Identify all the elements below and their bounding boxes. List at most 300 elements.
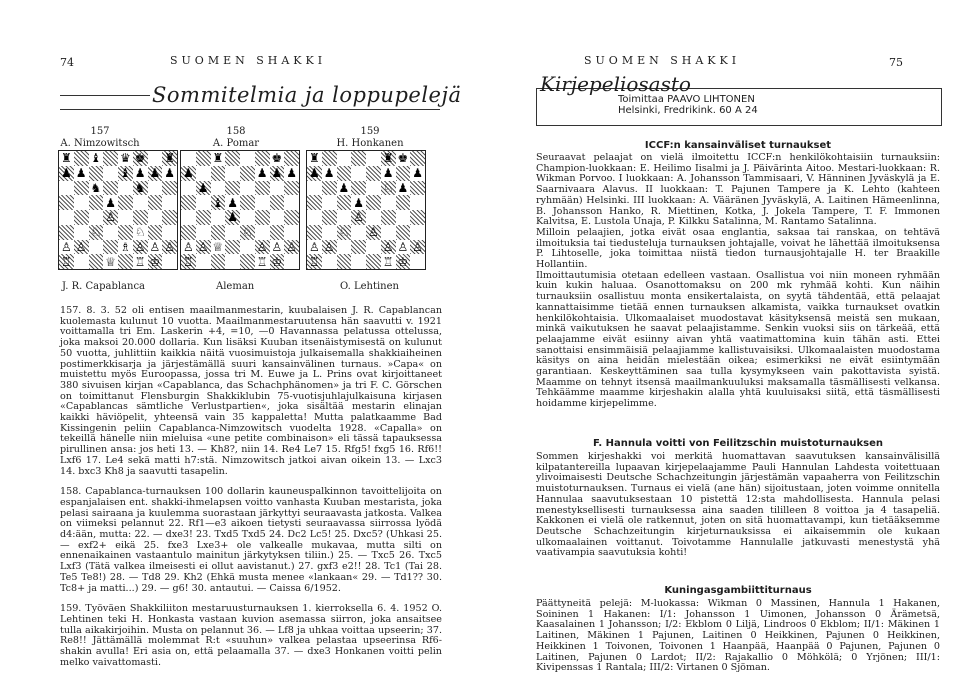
chess-piece-icon: ♝	[90, 151, 102, 166]
board-square	[196, 195, 211, 210]
board-square	[381, 166, 396, 181]
chess-piece-icon: ♜	[60, 151, 72, 166]
board-square	[74, 240, 89, 255]
board-square	[396, 195, 411, 210]
board-square	[381, 240, 396, 255]
board-square	[211, 181, 226, 196]
board-square	[181, 254, 196, 269]
board-square	[337, 195, 352, 210]
problem-158-header	[166, 126, 306, 150]
board-square	[133, 210, 148, 225]
chess-piece-icon: ♟	[182, 166, 194, 181]
board-square	[255, 151, 270, 166]
chess-piece-icon: ♚	[397, 151, 409, 166]
board-square	[307, 166, 322, 181]
board-square	[211, 151, 226, 166]
board-square	[270, 210, 285, 225]
board-square	[396, 225, 411, 240]
board-square	[181, 151, 196, 166]
chess-piece-icon: ♘	[134, 225, 146, 240]
chess-piece-icon: ♜	[382, 151, 394, 166]
chess-piece-icon: ♟	[323, 166, 335, 181]
editor-address: Helsinki, Fredrikink. 60 A 24	[618, 105, 758, 116]
board-square	[118, 181, 133, 196]
chess-piece-icon: ♟	[412, 166, 423, 181]
board-square	[181, 240, 196, 255]
board-square	[133, 151, 148, 166]
iccf-paragraph-3: Ilmoittautumisia otetaan edelleen vastaan. Osallistua voi niin moneen ryhmään kuin kukin haluaa. Osanottomaksu on 200 mk ryhmää kohti. Kun näihin turnauksiin osallistuu monta ensikertalaista, on syytä tähdentää, että pelaajat kannattaisimme tietää ennen turnauksen alkamista, vaikka turnaukset ovatkin henkilökohtaisia. Ulkomaalaiset muodostavat käsityksensä meistä sen mukaan, minkä vaikutuksen he saavat pelaajistamme. Senkin vuoksi siis on tärkeää, että pelaajamme eivät esiinny aivan yhtä vaatimattomina kuin tähän asti. Ettei sanottaisi ensimmäisiä pelaajiamme kallistuvaisiksi. Ulkomaalaisten muodostama käsitys on aina heidän mielestään oikea; esimerkiksi ne eivät esiintymään garantiaan. Keskeyttäminen saa tulla kysymykseen vain pakottavista syistä. Maamme on tehnyt itsensä maailmankuuluksi maksamalla täsmällisesti velkansa. Tehkäämme maamme kirjeshakin alalla yhtä kuuluisaksi siitä, että täsmällisesti hoidamme kirjepelimme.	[536, 269, 940, 410]
board-square	[351, 181, 366, 196]
chess-piece-icon: ♖	[308, 254, 320, 269]
board-square	[74, 225, 89, 240]
board-square	[381, 181, 396, 196]
board-square	[270, 240, 285, 255]
board-square	[240, 254, 255, 269]
board-square	[410, 195, 425, 210]
board-square	[351, 195, 366, 210]
chess-piece-icon: ♖	[60, 254, 72, 269]
board-square	[322, 181, 337, 196]
chess-piece-icon: ♟	[227, 195, 238, 210]
board-square	[103, 240, 118, 255]
board-square	[74, 166, 89, 181]
board-square	[74, 195, 89, 210]
board-square	[307, 151, 322, 166]
board-square	[270, 195, 285, 210]
board-square	[103, 254, 118, 269]
board-square	[255, 181, 270, 196]
board-square	[162, 195, 177, 210]
board-square	[162, 151, 177, 166]
board-square	[366, 195, 381, 210]
board-square	[284, 225, 299, 240]
board-square	[396, 181, 411, 196]
problem-159-header	[300, 126, 440, 150]
chess-piece-icon: ♙	[256, 239, 268, 254]
problem-number: 157	[90, 126, 110, 137]
board-square	[148, 181, 163, 196]
chess-piece-icon: ♝	[119, 166, 131, 181]
board-square	[89, 240, 104, 255]
section-title: Kirjepeliosasto	[540, 72, 691, 96]
editor-name: Toimittaa PAAVO LIHTONEN	[618, 94, 755, 105]
board-square	[351, 210, 366, 225]
board-square	[255, 240, 270, 255]
board-square	[89, 254, 104, 269]
board-square	[410, 151, 425, 166]
chess-piece-icon: ♔	[149, 254, 161, 269]
board-square	[351, 151, 366, 166]
chess-piece-icon: ♟	[60, 166, 72, 181]
board-square	[118, 225, 133, 240]
chess-diagram-157	[58, 150, 178, 270]
chess-piece-icon: ♟	[256, 166, 268, 181]
board-square	[196, 210, 211, 225]
right-page	[484, 0, 960, 688]
chess-piece-icon: ♟	[308, 166, 320, 181]
board-square	[196, 166, 211, 181]
chess-piece-icon: ♙	[164, 239, 175, 254]
chess-piece-icon: ♜	[164, 151, 175, 166]
board-square	[196, 240, 211, 255]
board-square	[211, 195, 226, 210]
board-square	[225, 195, 240, 210]
board-square	[225, 181, 240, 196]
chess-piece-icon: ♔	[271, 254, 283, 269]
board-square	[270, 254, 285, 269]
commentary-157: 157. 8. 3. 52 oli entisen maailmanmestarin, kuubalaisen J. R. Capablancan kuolemasta kulunut 10 vuotta. Maailmanmestaruutensa hän saavutti v. 1921 voittamalla tri Em. Laskerin +4, =10, —0 Havannassa pelatussa ottelussa, joka maksoi 20.000 dollaria. Kun lisäksi Kuuban itsenäistymisestä on kulunut 50 vuotta, juhlittiin kaikkia näitä vuosimuistoja julkaisemalla shakkiaiheinen postimerkkisarja ja järjestämällä suuri kansainvälinen turnaus. »Capa« on muistettu myös Euroopassa, jossa tri M. Euwe ja L. Prins ovat kirjoittaneet 380 sivuisen kirjan «Capablanca, das Schachphänomen» ja tri F. C. Görschen on toimittanut Flensburgin Shakkiklubin 75-vuotisjuhlajulkaisuna kirjasen «Capablancas sämtliche Verlustpartien«, joka sisältää mestarin elinajan kaikki häviöpelit, yhteensä vain 35 kappaletta! Mutta palatkaamme Bad Kissingenin peliin Capablanca-Nimzowitsch vuodelta 1928. «Capalla» on tekeillä hänelle niin mieluisa «une petite combinaison» eli tässä tapauksessa pirullinen ansa: jos heti 13. — Kh8?, niin 14. Re4 Le7 15. Rfg5! fxg5 16. Rf6!! Lxf6 17. Le4 sekä matti h7:stä. Nimzowitsch jatkoi aivan oikein 13. — Lxc3 14. bxc3 Kh8 ja saavutti tasapelin.	[60, 305, 442, 477]
board-square	[118, 151, 133, 166]
chess-piece-icon: ♙	[367, 225, 379, 240]
chess-piece-icon: ♙	[397, 239, 409, 254]
article-body-right-3	[536, 599, 940, 674]
iccf-paragraph-1: Seuraavat pelaajat on vielä ilmoitettu ICCF:n henkilökohtaisiin turnauksiin: Champion-luokkaan: E. Heilimo Iisalmi ja J. Päivärinta Aitoo. Mestari-luokkaan: R. Wikman Porvoo. I luokkaan: A. Johansson Tammisaari, V. Hänninen Jyväskylä ja E. Saarnivaara Alavus. II luokkaan: T. Pajunen Tampere ja K. Lehto (kahteen ryhmään) Helsinki. III luokkaan: A. Vääränen Jyväskylä, A. Laitinen Hämeenlinna, B. Johansson Hanko, R. Miettinen, Kotka, J. Jokela Tampere, T. F. Immonen Kalvitsa, E. Lustola Unaja, P. Kilkku Satalinna, M. Rantamo Satalinna.	[536, 152, 940, 228]
board-square	[59, 195, 74, 210]
board-square	[322, 225, 337, 240]
page-number: 75	[889, 56, 903, 69]
article-body-right-1	[536, 153, 940, 410]
iccf-paragraph-2: Milloin pelaajien, jotka eivät osaa englantia, saksaa tai ranskaa, on tehtävä ilmoituksia tai tiedusteluja turnauksen johtajalle, voivat he lähettää ilmoituksensa P. Lihtoselle, joka toimittaa niistä tiedon turnausjohtajalle H. ter Braakille Hollantiin.	[536, 226, 940, 271]
board-square	[240, 210, 255, 225]
board-square	[366, 225, 381, 240]
chess-piece-icon: ♟	[338, 180, 350, 195]
board-square	[162, 210, 177, 225]
page-number: 74	[60, 56, 74, 69]
board-square	[396, 240, 411, 255]
board-square	[211, 166, 226, 181]
board-square	[270, 166, 285, 181]
problem-number: 158	[226, 126, 246, 137]
chess-piece-icon: ♕	[212, 239, 224, 254]
board-square	[133, 240, 148, 255]
board-square	[148, 210, 163, 225]
chess-piece-icon: ♚	[134, 151, 146, 166]
board-square	[225, 210, 240, 225]
diagram-caption: O. Lehtinen	[340, 281, 399, 292]
chess-piece-icon: ♞	[134, 180, 146, 195]
board-square	[284, 195, 299, 210]
board-square	[211, 225, 226, 240]
board-square	[396, 166, 411, 181]
chess-piece-icon: ♙	[382, 239, 394, 254]
board-square	[181, 181, 196, 196]
board-square	[366, 210, 381, 225]
heading-hannula: F. Hannula voitti von Feilitzschin muistoturnauksen	[592, 438, 884, 449]
board-square	[284, 210, 299, 225]
board-square	[133, 181, 148, 196]
board-square	[410, 166, 425, 181]
board-square	[337, 151, 352, 166]
board-square	[307, 225, 322, 240]
chess-piece-icon: ♙	[134, 239, 146, 254]
board-square	[284, 181, 299, 196]
chess-piece-icon: ♚	[271, 151, 283, 166]
board-square	[337, 166, 352, 181]
board-square	[148, 166, 163, 181]
board-square	[59, 225, 74, 240]
board-square	[307, 240, 322, 255]
board-square	[196, 181, 211, 196]
board-square	[240, 166, 255, 181]
board-square	[366, 181, 381, 196]
board-square	[148, 254, 163, 269]
running-head: SUOMEN SHAKKI	[584, 54, 741, 67]
problem-author: A. Nimzowitsch	[60, 138, 140, 149]
board-square	[59, 166, 74, 181]
chess-piece-icon: ♙	[105, 210, 116, 225]
board-square	[211, 210, 226, 225]
board-square	[270, 151, 285, 166]
board-square	[74, 181, 89, 196]
board-square	[240, 151, 255, 166]
chess-piece-icon: ♟	[197, 180, 209, 195]
board-square	[89, 210, 104, 225]
board-square	[381, 254, 396, 269]
board-square	[410, 181, 425, 196]
chess-piece-icon: ♘	[382, 180, 394, 195]
board-square	[307, 254, 322, 269]
board-square	[181, 166, 196, 181]
board-square	[351, 254, 366, 269]
chess-piece-icon: ♙	[271, 239, 283, 254]
board-square	[240, 240, 255, 255]
chess-piece-icon: ♟	[382, 166, 394, 181]
chess-piece-icon: ♟	[105, 195, 116, 210]
board-square	[181, 210, 196, 225]
board-square	[74, 210, 89, 225]
board-square	[103, 210, 118, 225]
board-square	[322, 240, 337, 255]
board-square	[59, 151, 74, 166]
section-rule-left	[60, 95, 150, 96]
heading-kuningasgambiitti: Kuningasgambiittiturnaus	[664, 585, 812, 596]
board-square	[74, 254, 89, 269]
chess-piece-icon: ♘	[90, 225, 102, 240]
problem-number: 159	[360, 126, 380, 137]
board-square	[148, 240, 163, 255]
chess-diagram-159	[306, 150, 426, 270]
board-square	[322, 210, 337, 225]
board-square	[410, 225, 425, 240]
board-square	[307, 195, 322, 210]
board-square	[59, 240, 74, 255]
chess-piece-icon: ♟	[164, 166, 175, 181]
board-square	[284, 166, 299, 181]
heading-iccf: ICCF:n kansainväliset turnaukset	[644, 140, 832, 151]
board-square	[59, 210, 74, 225]
board-square	[270, 181, 285, 196]
board-square	[240, 181, 255, 196]
board-square	[284, 254, 299, 269]
section-rule-bottom	[60, 109, 440, 110]
board-square	[366, 166, 381, 181]
board-square	[351, 225, 366, 240]
chess-piece-icon: ♖	[134, 254, 146, 269]
chess-piece-icon: ♙	[182, 239, 194, 254]
board-square	[322, 151, 337, 166]
board-square	[351, 166, 366, 181]
board-square	[118, 254, 133, 269]
board-square	[284, 151, 299, 166]
diagram-caption: Aleman	[216, 281, 255, 292]
board-square	[240, 225, 255, 240]
board-square	[211, 240, 226, 255]
board-square	[89, 181, 104, 196]
board-square	[225, 151, 240, 166]
board-square	[410, 240, 425, 255]
board-square	[337, 181, 352, 196]
chess-piece-icon: ♟	[286, 166, 297, 181]
problem-author: H. Honkanen	[336, 138, 404, 149]
board-square	[255, 254, 270, 269]
board-square	[396, 151, 411, 166]
chess-piece-icon: ♛	[119, 151, 131, 166]
chess-piece-icon: ♘	[338, 225, 350, 240]
chess-piece-icon: ♞	[90, 180, 102, 195]
commentary-159: 159. Työväen Shakkiliiton mestaruusturnauksen 1. kierroksella 6. 4. 1952 O. Lehtinen teki H. Honkasta vastaan kuvion asemassa siirron, joka ansaitsee tulla aikakirjoihin. Musta on pelannut 36. — Lf8 ja uhkaa voittaa upseerin; 37. Re8!! Jättämällä molemmat R:t «suuhun» valkea pelastaa upseerinsa Rf6-shakin avulla! Eri asia on, että pelaamalla 37. — dxe3 Honkanen voitti pelin melko vaivattomasti.	[60, 603, 442, 668]
chess-piece-icon: ♙	[412, 239, 423, 254]
board-square	[337, 225, 352, 240]
board-square	[211, 254, 226, 269]
board-square	[322, 166, 337, 181]
board-square	[381, 225, 396, 240]
board-square	[381, 195, 396, 210]
results-paragraph: Päättyneitä pelejä: M-luokassa: Wikman 0 Massinen, Hannula 1 Hakanen, Soininen 1 Hakanen: I/1: Johansson 1 Uimonen, Johansson 0 Ärämetsä, Kaasalainen 1 Johansson; I/2: Ekblom 0 Liljä, Lindroos 0 Ekblom; II/1: Mäkinen 1 Laitinen, Mäkinen 1 Pajunen, Laitinen 0 Heikkinen, Pajunen 0 Heikkinen, Heikkinen 1 Toivonen, Toivonen 1 Haanpää, Haanpää 0 Pajunen, Pajunen 0 Laitinen, Pajunen 0 Lardot; II/2: Rajakallio 0 Möhkölä; 0 Yrjönen; III/1: Kivipenssas 1 Rantala; III/2: Virtanen 0 Sjöman.	[536, 598, 940, 674]
chess-piece-icon: ♜	[212, 151, 224, 166]
chess-piece-icon: ♙	[75, 239, 87, 254]
board-square	[181, 225, 196, 240]
chess-piece-icon: ♟	[134, 166, 146, 181]
chess-piece-icon: ♗	[119, 239, 131, 254]
chess-piece-icon: ♖	[256, 254, 268, 269]
board-square	[410, 254, 425, 269]
board-square	[181, 195, 196, 210]
board-square	[270, 225, 285, 240]
board-square	[255, 195, 270, 210]
board-square	[322, 195, 337, 210]
chess-piece-icon: ♙	[60, 239, 72, 254]
section-title: Sommitelmia ja loppupelejä	[152, 83, 462, 107]
board-square	[196, 254, 211, 269]
chess-piece-icon: ♙	[353, 210, 364, 225]
board-square	[89, 225, 104, 240]
chess-piece-icon: ♟	[397, 180, 409, 195]
board-square	[162, 254, 177, 269]
chess-piece-icon: ♟	[353, 195, 364, 210]
article-body-left	[60, 306, 442, 669]
board-square	[133, 195, 148, 210]
chess-piece-icon: ♙	[149, 239, 161, 254]
board-square	[148, 195, 163, 210]
chess-piece-icon: ♝	[212, 195, 224, 210]
board-square	[59, 254, 74, 269]
commentary-158: 158. Capablanca-turnauksen 100 dollarin kauneuspalkinnon tavoittelijoita on espanjalaisen ent. shakki-ihmelapsen voitto vanhasta Kuuban mestarista, joka pelasi sairaana ja kuulemma suorastaan järkyttyi seuraavasta jatkosta. Valkea on viimeksi pelannut 22. Rf1—e3 aikoen tietysti seuraavassa siirrossa lyödä d4:ään, mutta: 22. — dxe3! 23. Txd5 Txd5 24. Dc2 Lc5! 25. Dxc5? (Uhkasi 25. — exf2+ eikä 25. fxe3 Lxe3+ ole valkealle mukavaa, mutta silti on ennenaikainen vastaantulo mainitun järkytyksen tiliin.) 25. — Txc5 26. Txc5 Lxf3 (Tätä valkea ilmeisesti ei ollut aavistanut.) 27. gxf3 e2!! 28. Tc1 (Tai 28. Te5 Te8!) 28. — Td8 29. Kh2 (Ehkä musta menee «lankaan« 29. — Td1?? 30. Tc8+ ja matti...) 29. — g6! 30. antautui. — Caissa 6/1952.	[60, 486, 442, 594]
board-square	[396, 254, 411, 269]
board-square	[366, 254, 381, 269]
board-square	[366, 240, 381, 255]
board-square	[322, 254, 337, 269]
board-square	[103, 166, 118, 181]
chess-piece-icon: ♜	[308, 151, 320, 166]
board-square	[366, 151, 381, 166]
board-square	[381, 151, 396, 166]
board-square	[225, 166, 240, 181]
board-square	[307, 181, 322, 196]
chess-piece-icon: ♙	[286, 239, 297, 254]
board-square	[148, 151, 163, 166]
board-square	[133, 166, 148, 181]
chess-piece-icon: ♟	[271, 166, 283, 181]
board-square	[337, 254, 352, 269]
board-square	[162, 181, 177, 196]
board-square	[118, 195, 133, 210]
board-square	[59, 181, 74, 196]
board-square	[240, 195, 255, 210]
chess-piece-icon: ♙	[323, 239, 335, 254]
board-square	[74, 151, 89, 166]
board-square	[148, 225, 163, 240]
diagram-caption: J. R. Capablanca	[62, 281, 146, 292]
hannula-paragraph: Sommen kirjeshakki voi merkitä huomattavan saavutuksen kansainvälisillä kilpatantereilla lupaavan kirjepelaajamme Pauli Hannulan Lahdesta voitettuaan ylivoimaisesti Deutsche Schachzeitungin järjestämän vapaaherra von Feilitzschin muistoturnauksen. Turnaus ei vielä (ane hän) sijoitustaan, joten voimme onnitella Hannulaa saavutuksestaan 10 pistettä 12:sta mahdollisesta. Hannula pelasi menestyksellisesti turnauksessa aina saaden tililleen 8 voittoa ja 4 tasapeliä. Kakkonen ei vielä ole ratkennut, joten on sitä huomattavampi, kun tietääksemme Deutsche Schachzeitungin kirjeturnauksissa ei aikaisemmin ole kukaan ulkomaalainen voittanut. Toivotamme Hannulalle jatkuvasti menestystä yhä vaativampia saavutuksia kohti!	[536, 451, 940, 559]
board-square	[307, 210, 322, 225]
board-square	[162, 240, 177, 255]
board-square	[162, 166, 177, 181]
board-square	[89, 195, 104, 210]
board-square	[255, 225, 270, 240]
board-square	[225, 225, 240, 240]
problem-author: A. Pomar	[212, 138, 260, 149]
board-square	[133, 225, 148, 240]
board-square	[396, 210, 411, 225]
board-square	[284, 240, 299, 255]
chess-piece-icon: ♔	[397, 254, 409, 269]
board-square	[255, 166, 270, 181]
chess-piece-icon: ♟	[227, 210, 238, 225]
board-square	[118, 240, 133, 255]
board-square	[410, 210, 425, 225]
board-square	[381, 210, 396, 225]
board-square	[225, 254, 240, 269]
board-square	[103, 181, 118, 196]
board-square	[196, 151, 211, 166]
board-square	[89, 166, 104, 181]
board-square	[103, 195, 118, 210]
board-square	[89, 151, 104, 166]
board-square	[118, 166, 133, 181]
board-square	[118, 210, 133, 225]
board-square	[133, 254, 148, 269]
problem-157-header	[30, 126, 170, 150]
chess-piece-icon: ♘	[241, 225, 253, 240]
chess-piece-icon: ♙	[308, 239, 320, 254]
board-square	[337, 210, 352, 225]
chess-piece-icon: ♕	[105, 254, 116, 269]
editor-info	[618, 94, 758, 116]
board-square	[162, 225, 177, 240]
board-square	[196, 225, 211, 240]
article-body-right-2	[536, 452, 940, 559]
chess-piece-icon: ♖	[382, 254, 394, 269]
running-head: SUOMEN SHAKKI	[170, 54, 327, 67]
board-square	[225, 240, 240, 255]
board-square	[255, 210, 270, 225]
board-square	[337, 240, 352, 255]
board-square	[103, 151, 118, 166]
chess-piece-icon: ♟	[149, 166, 161, 181]
board-square	[103, 225, 118, 240]
chess-diagram-158	[180, 150, 300, 270]
chess-piece-icon: ♙	[197, 239, 209, 254]
